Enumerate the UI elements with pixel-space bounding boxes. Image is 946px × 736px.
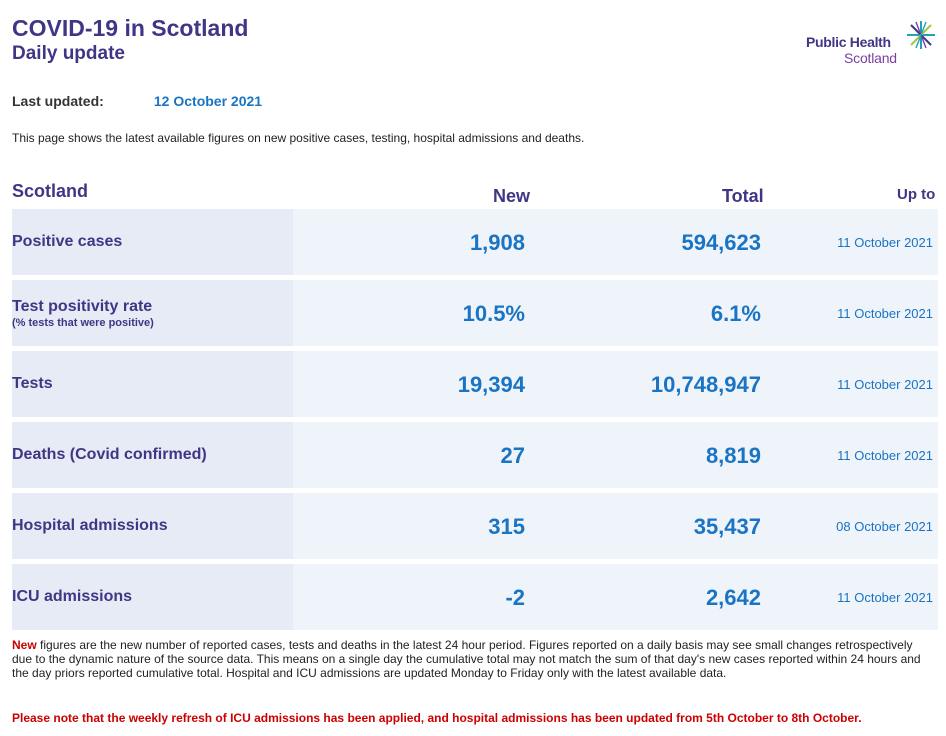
column-header-new: New	[493, 186, 531, 206]
row-total-value: 594,623	[681, 230, 761, 255]
row-new-value: 315	[488, 514, 525, 539]
row-total-value: 2,642	[705, 585, 761, 610]
row-label: Test positivity rate	[12, 298, 153, 315]
footnote-text: figures are the new number of reported cases, tests and deaths in the latest 24 hour period. Figures reported on a daily basis may see small changes retrospectively due to the dynamic nature of the source data. This means on a single day the cumulative total may not match the sum of that day's new cases reported within 24 hours and the day priors reported cumulative total. Hospital and ICU admissions are updated Monday to Friday only with the latest available data.	[12, 638, 921, 680]
table-row-deaths	[12, 422, 938, 488]
row-up-to-date: 11 October 2021	[837, 377, 933, 392]
column-header-region: Scotland	[12, 181, 89, 201]
row-up-to-date: 11 October 2021	[837, 306, 933, 321]
table-row-tests	[12, 351, 938, 417]
table-row-test-positivity	[12, 280, 938, 346]
table-row-positive-cases	[12, 209, 938, 275]
logo-text-line1: Public Health	[806, 34, 891, 50]
row-label: Hospital admissions	[12, 517, 168, 534]
logo-text-line2: Scotland	[844, 50, 897, 66]
row-new-value: 1,908	[469, 230, 525, 255]
row-label: ICU admissions	[12, 588, 133, 605]
row-total-value: 10,748,947	[650, 372, 761, 397]
stats-table	[12, 209, 938, 635]
row-label: Positive cases	[12, 233, 123, 250]
last-updated	[12, 93, 262, 109]
row-label: Deaths (Covid confirmed)	[12, 446, 207, 463]
row-total-value: 35,437	[693, 514, 761, 539]
row-new-value: 27	[500, 443, 525, 468]
row-label: Tests	[12, 375, 53, 392]
row-up-to-date: 08 October 2021	[836, 519, 933, 534]
row-total-value: 8,819	[705, 443, 761, 468]
row-new-value: 10.5%	[462, 301, 525, 326]
footnote-new-word: New	[12, 638, 37, 652]
row-up-to-date: 11 October 2021	[837, 448, 933, 463]
last-updated-value: 12 October 2021	[153, 93, 263, 109]
public-health-scotland-logo	[806, 18, 938, 68]
page-subtitle: Daily update	[12, 43, 125, 64]
row-up-to-date: 11 October 2021	[837, 235, 933, 250]
row-sublabel: (% tests that were positive)	[12, 317, 154, 329]
row-new-value: -2	[505, 585, 525, 610]
refresh-warning: Please note that the weekly refresh of ICU admissions has been applied, and hospital admissions has been updated from 5th October to 8th October.	[12, 711, 862, 725]
row-up-to-date: 11 October 2021	[837, 590, 933, 605]
table-row-hospital-admissions	[12, 493, 938, 559]
row-total-value: 6.1%	[710, 301, 761, 326]
table-row-icu-admissions	[12, 564, 938, 630]
row-label-cell	[12, 351, 293, 417]
column-header-total: Total	[722, 186, 764, 206]
footnote	[12, 638, 932, 680]
starburst-icon	[904, 18, 938, 52]
intro-text: This page shows the latest available figures on new positive cases, testing, hospital admissions and deaths.	[12, 131, 585, 145]
page-title: COVID-19 in Scotland	[12, 15, 249, 41]
column-header-up-to: Up to	[897, 186, 936, 203]
last-updated-label: Last updated:	[12, 93, 104, 109]
row-new-value: 19,394	[457, 372, 525, 397]
page-header	[12, 14, 248, 66]
